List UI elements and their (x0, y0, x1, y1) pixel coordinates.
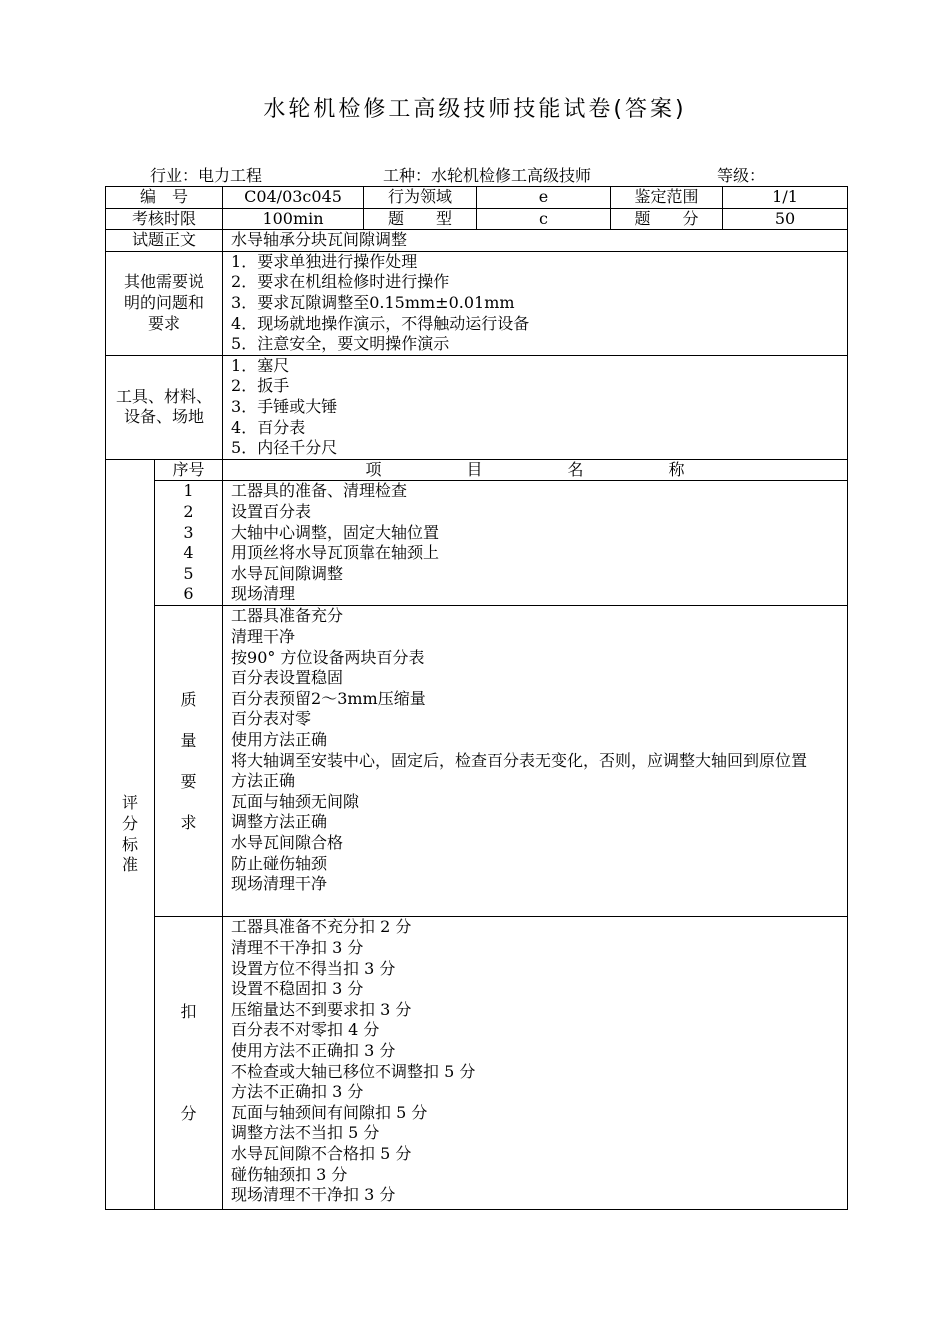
scope-label: 鉴定范围 (611, 187, 723, 209)
list-item: 按90° 方位设备两块百分表 (231, 647, 425, 667)
list-item: 1．塞尺 (231, 355, 290, 375)
exam-table (105, 186, 848, 1210)
list-item: 百分表不对零扣 4 分 (231, 1020, 380, 1040)
scoring-label-char: 分 (121, 813, 138, 833)
name-header-char: 目 (466, 459, 483, 479)
list-item: 5．注意安全，要文明操作演示 (231, 334, 450, 354)
requirements-label (106, 251, 223, 355)
list-item: 大轴中心调整，固定大轴位置 (231, 522, 440, 542)
deduct-row (106, 917, 848, 1210)
list-item: 方法不正确扣 3 分 (231, 1082, 364, 1102)
seq-number: 3 (183, 522, 194, 542)
name-header-char: 称 (668, 459, 685, 479)
requirements-label-line: 要求 (148, 313, 181, 333)
scoring-header-row (106, 459, 848, 481)
header-row-1 (106, 187, 848, 209)
tools-row (106, 355, 848, 459)
list-item: 水导瓦间隙调整 (231, 563, 344, 583)
seq-number: 1 (183, 481, 194, 501)
quality-label-char: 质 (180, 690, 197, 710)
list-item: 瓦面与轴颈无间隙 (231, 791, 360, 811)
tools-list (223, 355, 848, 459)
score-value: 50 (723, 208, 848, 230)
deduct-label (155, 917, 223, 1210)
quality-label-char: 量 (180, 731, 197, 751)
list-item: 工器具的准备、清理检查 (231, 481, 408, 501)
scoring-label-char: 标 (121, 834, 138, 854)
type-value: c (477, 208, 611, 230)
quality-list (223, 606, 848, 917)
list-item: 百分表设置稳固 (231, 668, 344, 688)
requirements-row (106, 251, 848, 355)
list-item: 清理不干净扣 3 分 (231, 937, 364, 957)
list-item: 不检查或大轴已移位不调整扣 5 分 (231, 1061, 476, 1081)
body-label: 试题正文 (106, 230, 223, 252)
page-title: 水轮机检修工高级技师技能试卷(答案) (263, 97, 687, 122)
list-item: 碰伤轴颈扣 3 分 (231, 1164, 348, 1184)
list-item: 使用方法不正确扣 3 分 (231, 1040, 396, 1060)
list-item: 4．现场就地操作演示，不得触动运行设备 (231, 313, 530, 333)
code-value: C04/03c045 (223, 187, 364, 209)
list-item: 工器具准备不充分扣 2 分 (231, 917, 412, 937)
list-item: 用顶丝将水导瓦顶靠在轴颈上 (231, 543, 440, 563)
domain-value: e (477, 187, 611, 209)
scope-value: 1/1 (723, 187, 848, 209)
list-item: 将大轴调至安装中心，固定后，检查百分表无变化，否则，应调整大轴回到原位置 (231, 750, 808, 770)
list-item: 工器具准备充分 (231, 606, 344, 626)
grade-label: 等级： (717, 166, 766, 185)
domain-label: 行为领域 (364, 187, 477, 209)
seq-number: 4 (183, 543, 194, 563)
time-value: 100min (223, 208, 364, 230)
list-item: 清理干净 (231, 626, 296, 646)
list-item: 设置方位不得当扣 3 分 (231, 958, 396, 978)
tools-label (106, 355, 223, 459)
seq-numbers (155, 481, 223, 606)
list-item: 现场清理 (231, 584, 296, 604)
deduct-list (223, 917, 848, 1210)
list-item: 设置不稳固扣 3 分 (231, 979, 364, 999)
trade-label: 工种：水轮机检修工高级技师 (383, 166, 592, 185)
list-item: 瓦面与轴颈间有间隙扣 5 分 (231, 1102, 428, 1122)
list-item: 3．手锤或大锤 (231, 396, 338, 416)
deduct-label-char: 分 (180, 1104, 197, 1124)
list-item: 方法正确 (231, 771, 296, 791)
seq-number: 5 (183, 563, 194, 583)
list-item: 4．百分表 (231, 417, 306, 437)
industry-label: 行业：电力工程 (150, 166, 263, 185)
items-list (223, 481, 848, 606)
list-item: 2．扳手 (231, 376, 290, 396)
tools-label-line: 工具、材料、 (116, 386, 213, 406)
items-row (106, 481, 848, 606)
list-item: 3．要求瓦隙调整至0.15mm±0.01mm (231, 292, 515, 312)
list-item: 调整方法不当扣 5 分 (231, 1123, 380, 1143)
list-item: 水导瓦间隙不合格扣 5 分 (231, 1143, 412, 1163)
list-item: 百分表预留2～3mm压缩量 (231, 688, 426, 708)
list-item: 压缩量达不到要求扣 3 分 (231, 999, 412, 1019)
list-item: 2．要求在机组检修时进行操作 (231, 272, 450, 292)
requirements-label-line: 明的问题和 (124, 292, 205, 312)
list-item: 调整方法正确 (231, 812, 328, 832)
time-label: 考核时限 (106, 208, 223, 230)
list-item: 现场清理不干净扣 3 分 (231, 1185, 396, 1205)
seq-number: 6 (183, 584, 194, 604)
seq-number: 2 (183, 501, 194, 521)
quality-label-char: 要 (180, 772, 197, 792)
score-label: 题 分 (611, 208, 723, 230)
header-row-2 (106, 208, 848, 230)
list-item: 5．内径千分尺 (231, 438, 338, 458)
list-item: 水导瓦间隙合格 (231, 832, 344, 852)
list-item: 防止碰伤轴颈 (231, 853, 328, 873)
list-item: 百分表对零 (231, 709, 312, 729)
quality-label-char: 求 (180, 813, 197, 833)
requirements-label-line: 其他需要说 (124, 272, 205, 292)
code-label: 编 号 (106, 187, 223, 209)
body-text: 水导轴承分块瓦间隙调整 (223, 230, 848, 252)
type-label: 题 型 (364, 208, 477, 230)
name-header-char: 名 (567, 459, 584, 479)
scoring-label-char: 评 (121, 793, 138, 813)
seq-header: 序号 (155, 459, 223, 481)
list-item: 设置百分表 (231, 501, 312, 521)
requirements-list (223, 251, 848, 355)
quality-label (155, 606, 223, 917)
list-item: 1．要求单独进行操作处理 (231, 251, 418, 271)
name-header (223, 459, 848, 481)
deduct-label-char: 扣 (180, 1002, 197, 1022)
tools-label-line: 设备、场地 (124, 407, 205, 427)
list-item: 使用方法正确 (231, 729, 328, 749)
scoring-label-char: 准 (121, 855, 138, 875)
scoring-section-label (106, 459, 155, 1210)
quality-row (106, 606, 848, 917)
list-item: 现场清理干净 (231, 874, 328, 894)
body-row (106, 230, 848, 252)
name-header-char: 项 (365, 459, 382, 479)
